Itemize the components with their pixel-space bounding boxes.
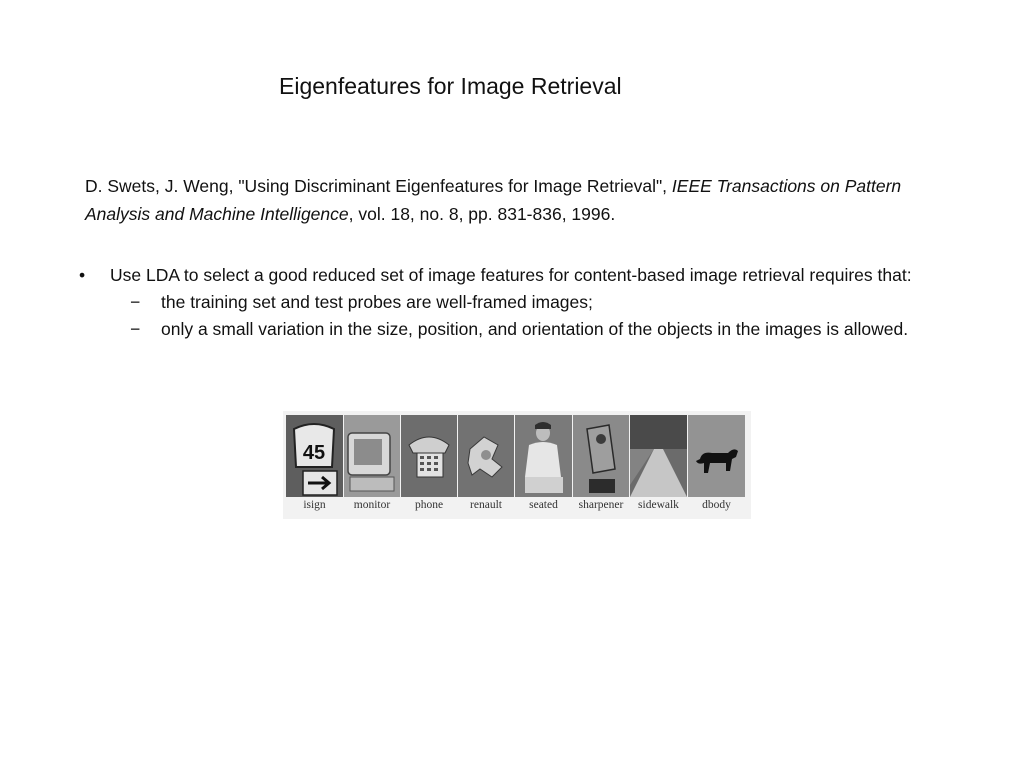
dog-icon: [688, 415, 745, 497]
sub-bullet-marker: −: [130, 319, 141, 339]
image-caption: dbody: [702, 499, 731, 511]
sub-bullet-text: the training set and test probes are well-framed images;: [161, 292, 593, 312]
bullet-item: [72, 262, 1002, 289]
sharpener-icon: [573, 415, 629, 497]
sub-bullet-marker: −: [130, 292, 141, 312]
seated-person-icon: [515, 415, 572, 497]
image-caption: monitor: [353, 499, 391, 511]
sub-bullet-item: [72, 289, 1002, 316]
phone-icon: [401, 415, 457, 497]
highway-sign-icon: [286, 415, 343, 497]
citation-journal: IEEE Transactions on Pattern Analysis and Machine Intelligence: [85, 176, 902, 224]
sign-number: 45: [302, 442, 326, 464]
image-caption: phone: [414, 499, 444, 511]
sub-bullet-list: [72, 289, 1002, 343]
slide-title: Eigenfeatures for Image Retrieval: [279, 73, 622, 99]
image-caption: sharpener: [578, 499, 624, 511]
citation-details: , vol. 18, no. 8, pp. 831-836, 1996.: [348, 204, 616, 224]
sample-image-sharpener: [573, 415, 629, 497]
sample-image-monitor: [344, 415, 400, 497]
bullet-text: Use LDA to select a good reduced set of image features for content-based image retrieval requires that:: [110, 265, 912, 285]
sample-image-dbody: [688, 415, 745, 497]
citation-authors-title: D. Swets, J. Weng, "Using Discriminant Eigenfeatures for Image Retrieval",: [85, 176, 672, 196]
sample-image-renault: [458, 415, 514, 497]
image-caption: renault: [470, 499, 502, 511]
sample-image-isign: [286, 415, 343, 497]
sub-bullet-text: only a small variation in the size, position, and orientation of the objects in the images is allowed.: [161, 319, 909, 339]
sample-image-seated: [515, 415, 572, 497]
sample-image-phone: [401, 415, 457, 497]
renault-part-icon: [458, 415, 514, 497]
reference-citation: [85, 172, 965, 228]
sample-image-sidewalk: [630, 415, 687, 497]
sample-images-figure: [283, 411, 751, 519]
monitor-icon: [344, 415, 400, 497]
bullet-marker: •: [79, 265, 86, 285]
image-caption: seated: [529, 499, 558, 511]
bullet-list: [72, 262, 1002, 343]
sub-bullet-item: [72, 316, 1002, 343]
image-caption: sidewalk: [638, 499, 679, 511]
sidewalk-icon: [630, 415, 687, 497]
image-caption: isign: [303, 499, 326, 511]
